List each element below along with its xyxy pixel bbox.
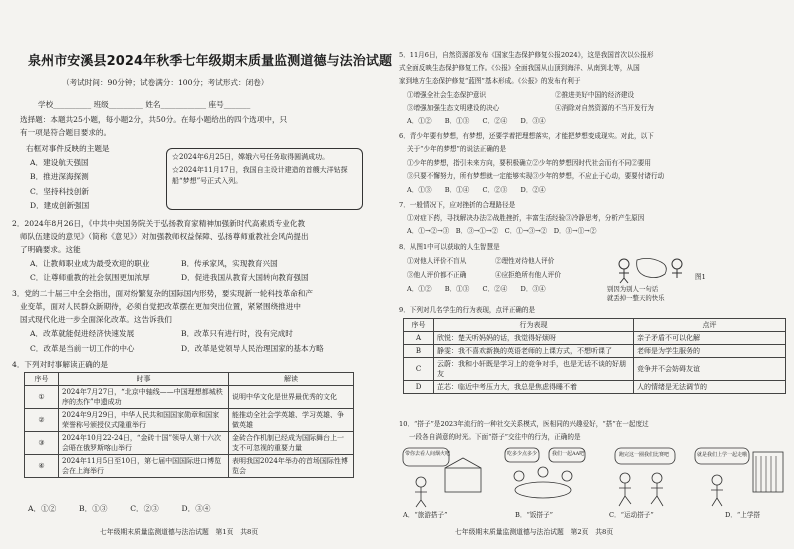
- q6-stem-2: 关于“少年的梦想”的说法正确的是: [407, 145, 507, 153]
- q5-stem-3: 家到地方生态保护修复“蓝图”基本形成。《公报》的发布有利于: [399, 77, 581, 85]
- q5-options: A．①② B．①③ C．②④ D．③④: [407, 117, 546, 125]
- q4-stem: 4．下列对时事解读正确的是: [12, 360, 108, 369]
- q3-stem-1: 3．党的二十届三中全会指出，面对纷繁复杂的国际国内形势，要实现新一轮科技革命和产: [12, 289, 313, 298]
- q4-row-3-no: ③: [25, 432, 59, 455]
- q6-items-2: ③只要不懈努力，所有梦想就一定能够实现③少年的梦想，不应止于心动，要要付诸行动: [407, 172, 665, 180]
- exam-info: （考试时间：90分钟；试卷满分：100分；考试形式：闭卷）: [62, 78, 269, 87]
- q9-row-c-comment: 竞争并不会妨碍友谊: [634, 358, 786, 381]
- q10-panel-d: [693, 446, 789, 508]
- q10-stem-2: 一段各自满意的时光。下面“搭子”交往中的行为，正确的是: [409, 433, 581, 441]
- student-info-line: 学校__________ 班级_________ 姓名____________ 座号_______: [38, 100, 251, 109]
- q6-items-1: ①少年的梦想，指引未来方向，要积极确立②少年的梦想因时代社会而有不同②要用: [407, 159, 651, 167]
- q2-option-a: A．让教师职业成为最受欢迎的职业: [30, 259, 150, 268]
- q1-option-b: B．推进深海探测: [30, 172, 89, 181]
- figure-1-illustration: [609, 254, 689, 284]
- q6-options: A．①③ B．①④ C．②③ D．②④: [407, 186, 546, 194]
- figure-1-caption: 图1: [695, 273, 706, 281]
- q4-row-4-event: 2024年11月5日至10日，第七届中国国际进口博览会在上海举行: [59, 455, 229, 478]
- footer-right: 七年级期末质量监测道德与法治试题 第2页 共8页: [455, 528, 614, 536]
- q9-row-d-comment: 人的情绪是无法调节的: [634, 381, 786, 394]
- q5-item-1: ①增强全社会生态保护意识: [407, 91, 487, 99]
- q9-table: [403, 318, 786, 394]
- q7-items: ①对症下药，寻找解决办法②战胜挫折，丰富生活经验③冷静思考，分析产生原因: [407, 214, 645, 222]
- q4-table: [24, 372, 354, 478]
- q5-item-2: ②推进美好中国的经济建设: [555, 91, 635, 99]
- q9-row-b-no: B: [404, 345, 434, 358]
- table-row: [404, 358, 786, 381]
- table-row: [25, 455, 354, 478]
- q2-option-d: D．促进我国从教育大国转向教育强国: [181, 273, 309, 282]
- table-row: [25, 386, 354, 409]
- footer-left: 七年级期末质量监测道德与法治试题 第1页 共8页: [100, 528, 259, 536]
- q4-row-2-interpret: 能推动全社会学英雄、学习英雄、争做英雄: [229, 409, 354, 432]
- figure-1-text-2: 就丢掉一整天的快乐: [607, 294, 665, 302]
- q1-option-d: D．建成创新强国: [30, 201, 90, 210]
- q3-option-b: B．改革只有进行时，没有完成时: [181, 329, 293, 338]
- q4-table-header: [25, 373, 354, 386]
- q10-bubble-d: 就是我们上学一起走哦: [697, 452, 748, 458]
- right-page: [395, 0, 794, 549]
- q4-row-3-interpret: 金砖合作机制已经成为国际舞台上一支不可忽视的重要力量: [229, 432, 354, 455]
- table-row: [25, 409, 354, 432]
- q9-row-c-no: C: [404, 358, 434, 381]
- q4-header-no: 序号: [25, 373, 59, 386]
- table-row: [404, 332, 786, 345]
- q10-bubble-b1: 吃多少点多少: [507, 451, 538, 457]
- left-page: [0, 0, 393, 549]
- q1-event-box: [166, 148, 363, 210]
- q8-item-3: ③他人评价都不正确: [407, 271, 467, 279]
- q4-options: A．①② B．①③ C．②③ D．③④: [28, 504, 211, 513]
- q4-row-3-event: 2024年10月22-24日，“金砖十国”领导人第十六次会晤在俄罗斯喀山举行: [59, 432, 229, 455]
- q9-stem: 9．下列对几名学生的行为表现，点评正确的是: [399, 306, 536, 314]
- q2-option-b: B．传承家风，实现教育兴国: [181, 259, 278, 268]
- q9-row-b-comment: 老师是为学生服务的: [634, 345, 786, 358]
- figure-1-drawing: [609, 254, 689, 284]
- q6-stem-1: 6．青少年要有梦想，有梦想，还要学着把理想落实，才能把梦想变成现实。对此，以下: [399, 132, 654, 140]
- q9-header-no: 序号: [404, 319, 434, 332]
- q10-bubble-c: 跑完这一圈我们比赛吧: [619, 452, 670, 458]
- q1-box-line-2: ☆2024年11月17日，我国自主设计建造的首艘大洋钻探船“梦想”号正式入列。: [172, 166, 348, 185]
- instructions-line-1: 选择题：本题共25小题，每小题2分，共50分。在每小题给出的四个选项中，只: [20, 115, 288, 124]
- figure-1-text-1: 别因为别人一句话: [607, 285, 659, 293]
- q8-stem: 8．从图1中可以获取的人生智慧是: [399, 243, 500, 251]
- q8-item-4: ④应拒绝所有他人评价: [495, 271, 561, 279]
- q10-panel-b: [497, 446, 589, 508]
- q4-row-1-no: ①: [25, 386, 59, 409]
- q9-row-b-behavior: 静雯：我不喜欢新换的英语老师的上课方式，不想听课了: [434, 345, 634, 358]
- q9-row-a-behavior: 欣悦：楚天听妈妈的话，我觉得好烦呀: [434, 332, 634, 345]
- q5-item-3: ③增强加强生态文明建设的决心: [407, 104, 500, 112]
- q8-item-1: ①对他人评价不盲从: [407, 257, 467, 265]
- q10-stem-1: 10．“搭子”是2023年流行的一种社交关系模式，医相同的兴趣爱好，“搭”在一起度过: [399, 420, 649, 428]
- q2-stem-3: 了明确要求。这能: [20, 245, 81, 254]
- table-row: [25, 432, 354, 455]
- q9-table-header: [404, 319, 786, 332]
- q5-stem-1: 5．11月6日，自然资源部发布《国家生态保护修复公报2024》，这是我国首次以公报形: [399, 51, 654, 59]
- q3-option-d: D．改革是党领导人民治理国家的基本方略: [181, 344, 324, 353]
- q1-stem: 右框对事件反映的主题是: [26, 144, 110, 153]
- q4-header-interpret: 解读: [229, 373, 354, 386]
- q8-options: A．①② B．①③ C．②④ D．③④: [407, 285, 546, 293]
- q2-option-c: C．让尊师重教的社会氛围更加浓厚: [30, 273, 150, 282]
- exam-title: 泉州市安溪县2024年秋季七年级期末质量监测道德与法治试题: [28, 54, 393, 69]
- q9-header-comment: 点评: [634, 319, 786, 332]
- q4-row-2-no: ②: [25, 409, 59, 432]
- q2-stem-2: 师队伍建设的意见》（简称《意见》）对加强教师权益保障、弘扬尊师重教社会风尚提出: [20, 232, 309, 241]
- q7-stem: 7．一般情况下，应对挫折的合理路径是: [399, 201, 516, 209]
- q4-row-2-event: 2024年9月29日，中华人民共和国国家勋章和国家荣誉称号颁授仪式隆重举行: [59, 409, 229, 432]
- q3-stem-2: 业变革，面对人民群众新期待，必须自觉把改革摆在更加突出位置，紧紧围绕推进中: [20, 302, 301, 311]
- q1-option-a: A．建设航天强国: [30, 158, 89, 167]
- q9-row-c-behavior: 云蔚：我和小轩既是学习上的竞争对手，也是无话不谈的好朋友: [434, 358, 634, 381]
- q10-bubble-a: 带你去看人间烟火吧: [405, 451, 451, 457]
- q9-row-a-comment: 亲子矛盾不可以化解: [634, 332, 786, 345]
- q3-stem-3: 国式现代化进一步全面深化改革。这告诉我们: [20, 315, 172, 324]
- q3-option-c: C．改革是当前一切工作的中心: [30, 344, 135, 353]
- q9-row-d-no: D: [404, 381, 434, 394]
- q1-box-line-1: ☆2024年6月25日，嫦娥六号任务取得圆满成功。: [172, 153, 330, 161]
- q10-option-d: D．“上学搭: [725, 511, 761, 519]
- q3-option-a: A．改革就能促进经济快速发展: [30, 329, 135, 338]
- q7-options: A．①→②→③ B．③→①→② C．①→③→② D．③→①→②: [407, 227, 597, 235]
- q4-row-4-interpret: 表明我国2024年举办的首场国际性博览会: [229, 455, 354, 478]
- q5-stem-2: 式全面反映生态保护修复工作。《公报》全面我国从山顶到海洋、从南到北等，从国: [399, 64, 640, 72]
- table-row: [404, 381, 786, 394]
- q10-option-c: C．“运动搭子”: [609, 511, 654, 519]
- q4-row-1-event: 2024年7月27日，“北京中轴线——中国理想都城秩序的杰作”申遗成功: [59, 386, 229, 409]
- q5-item-4: ④消除对自然资源的不当开发行为: [555, 104, 654, 112]
- q8-item-2: ②理性对待他人评价: [495, 257, 555, 265]
- instructions-line-2: 有一项是符合题目要求的。: [20, 128, 112, 137]
- q10-panel-c: [595, 446, 687, 508]
- q2-stem-1: 2．2024年8月26日，《中共中央国务院关于弘扬教育家精神加强新时代高素质专业化教: [12, 219, 306, 228]
- q10-option-a: A．“旅游搭子”: [403, 511, 448, 519]
- q9-row-d-behavior: 芷芯：临近中考压力大，我总是焦虑得睡不着: [434, 381, 634, 394]
- q9-row-a-no: A: [404, 332, 434, 345]
- table-row: [404, 345, 786, 358]
- q4-header-event: 时事: [59, 373, 229, 386]
- q10-option-b: B．“饭搭子”: [515, 511, 553, 519]
- q4-row-4-no: ④: [25, 455, 59, 478]
- q10-bubble-b2: 我们一起AA吧: [552, 451, 585, 457]
- q1-option-c: C．坚持科技创新: [30, 187, 89, 196]
- q9-header-behavior: 行为表现: [434, 319, 634, 332]
- q10-panel-a: [401, 446, 489, 508]
- q4-row-1-interpret: 说明中华文化是世界最优秀的文化: [229, 386, 354, 409]
